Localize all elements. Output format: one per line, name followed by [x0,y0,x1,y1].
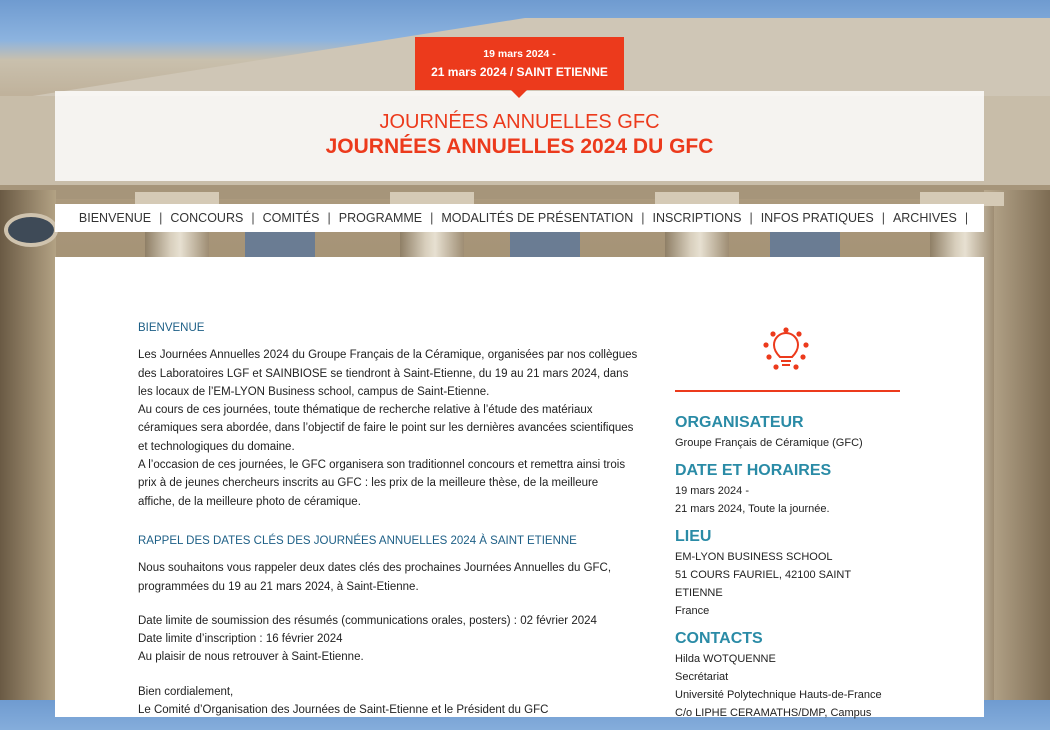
contact-org: Université Polytechnique Hauts-de-France [675,689,882,701]
deadline-registration: Date limite d’inscription : 16 février 2024 [138,633,343,646]
contact-role: Secrétariat [675,671,729,683]
welcome-paragraph: Au cours de ces journées, toute thématique de recherche relative à l’étude des matériaux céramiques sera abordée, dans l’objectif de faire le point sur les dernières avancées scientifiques et technologiques du domaine. [138,404,634,453]
dates-end: 21 mars 2024, Toute la journée. [675,503,830,515]
place-name: EM-LYON BUSINESS SCHOOL [675,551,833,563]
reminder-intro: Nous souhaitons vous rappeler deux dates clés des prochaines Journées Annuelles du GFC, programmées du 19 au 21 mars 2024, à Saint-Etienne. [138,562,612,593]
place-country: France [675,605,710,617]
main-content-card [55,257,984,717]
reminder-heading: RAPPEL DES DATES CLÉS DES JOURNÉES ANNUELLES 2024 À SAINT ETIENNE [138,534,577,547]
page-title-box [55,91,984,181]
lightbulb-icon [756,327,816,377]
nav-item-comites[interactable]: COMITÉS [262,211,320,225]
organizer-value: Groupe Français de Céramique (GFC) [675,437,863,449]
nav-item-infos-pratiques[interactable]: INFOS PRATIQUES [760,211,874,225]
page-title: JOURNÉES ANNUELLES 2024 DU GFC [325,135,714,158]
place-heading: LIEU [675,528,712,545]
see-you-text: Au plaisir de nous retrouver à Saint-Etienne. [138,651,364,664]
event-sidebar [675,327,900,730]
signature-text: Le Comité d’Organisation des Journées de Saint-Etienne et le Président du GFC [138,704,549,717]
article [138,319,638,719]
place-address: 51 COURS FAURIEL, 42100 SAINT ETIENNE [675,569,851,599]
sidebar-divider [675,390,900,392]
event-date-end-location: 21 mars 2024 / SAINT ETIENNE [431,65,608,79]
organizer-heading: ORGANISATEUR [675,414,804,431]
event-date-banner [415,37,624,90]
welcome-paragraph: A l’occasion de ces journées, le GFC organisera son traditionnel concours et remettra ainsi trois prix à de jeunes chercheurs inscrits au GFC : les prix de la meilleure thèse, de la meilleure affiche, de la meilleure photo de céramique. [138,459,626,508]
regards-text: Bien cordialement, [138,685,234,698]
welcome-heading: BIENVENUE [138,322,205,334]
contact-address: C/o LIPHE CERAMATHS/DMP, Campus [675,707,872,719]
nav-item-programme[interactable]: PROGRAMME [338,211,423,225]
dates-start: 19 mars 2024 - [675,485,749,497]
nav-item-concours[interactable]: CONCOURS [170,211,244,225]
contact-name: Hilda WOTQUENNE [675,653,776,665]
nav-item-modalites[interactable]: MODALITÉS DE PRÉSENTATION [441,211,634,225]
welcome-paragraph: Les Journées Annuelles 2024 du Groupe Français de la Céramique, organisées par nos collègues des Laboratoires LGF et SAINBIOSE se tiendront à Saint-Etienne, du 19 au 21 mars 2024, dans les locaux de l’EM-LYON Business school, campus de Saint-Etienne. [138,349,638,398]
nav-item-bienvenue[interactable]: BIENVENUE [78,211,152,225]
nav-item-inscriptions[interactable]: INSCRIPTIONS [652,211,742,225]
deadline-abstracts: Date limite de soumission des résumés (communications orales, posters) : 02 février 2024 [138,614,597,627]
nav-item-archives[interactable]: ARCHIVES [892,211,957,225]
event-date-start: 19 mars 2024 - [483,48,556,60]
main-nav: BIENVENUE | CONCOURS | COMITÉS | PROGRAMME | MODALITÉS DE PRÉSENTATION | INSCRIPTIONS | INFOS PRATIQUES | ARCHIVES | [55,204,984,232]
contacts-heading: CONTACTS [675,630,763,647]
site-subtitle: JOURNÉES ANNUELLES GFC [379,111,660,133]
dates-heading: DATE ET HORAIRES [675,462,832,479]
